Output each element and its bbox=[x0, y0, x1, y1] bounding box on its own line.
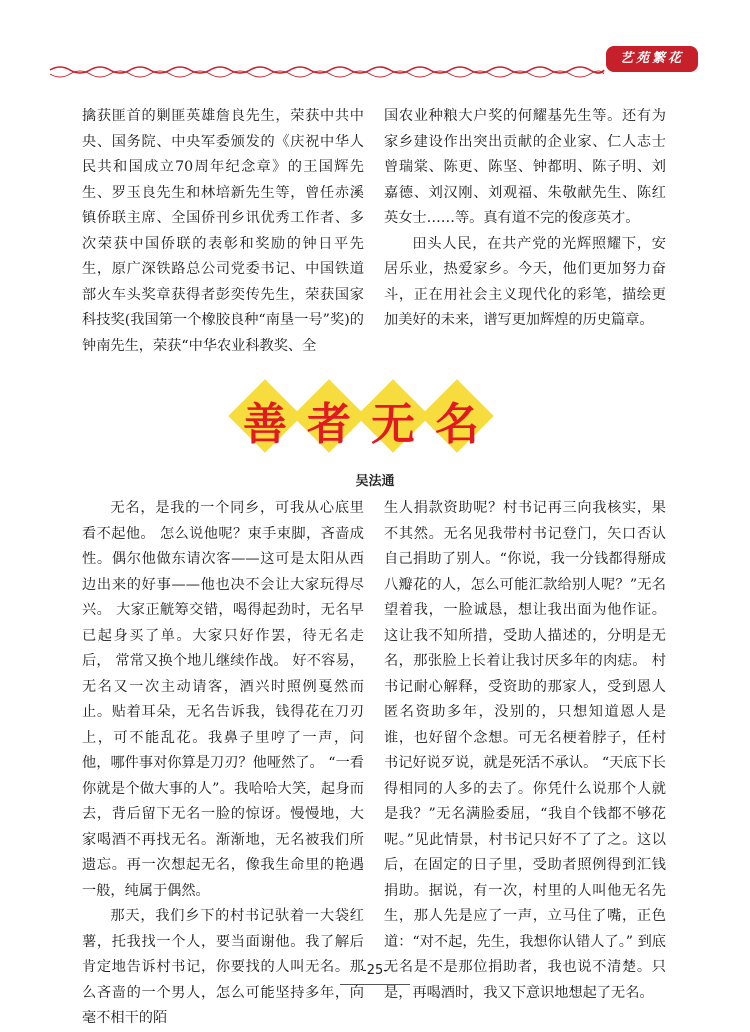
article-title bbox=[232, 376, 502, 460]
title-char-2: 者 bbox=[307, 399, 351, 450]
header-decoration bbox=[0, 0, 750, 90]
section-label-badge: 艺苑繁花 bbox=[606, 46, 698, 72]
title-char-4: 名 bbox=[435, 399, 479, 450]
top-left-column bbox=[82, 104, 364, 359]
page-header bbox=[0, 0, 750, 90]
title-char-1: 善 bbox=[243, 399, 287, 450]
article-paragraph-continued: 生人捐款资助呢？村书记再三向我核实，果不其然。无名见我带村书记登门，矢口否认自己捐助了别人。“你说，我一分钱都得掰成八瓣花的人，怎么可能汇款给别人呢？”无名望着我，一脸诚恳，想让我出面为他作证。这让我不知所措，受助人描述的，分明是无名，那张脸上长着让我讨厌多年的肉痣。 村书记耐心解释，受资助的那家人，受到恩人匿名资助多年，没别的，只想知道恩人是谁，也好留个念想。可无名梗着脖子，任村书记好说歹说，就是死活不承认。 “天底下长得相同的人多的去了。你凭什么说那个人就是我？”无名满脸委屈，“我自个钱都不够花呢。”见此情景，村书记只好不了了之。这以后，在固定的日子里，受助者照例得到汇钱捐助。据说，有一次，村里的人叫他无名先生，那人先是应了一声，立马住了嘴，正色道：“对不起，先生，我想你认错人了。” 到底无名是不是那位捐助者，我也说不清楚。只是，再喝酒时，我又下意识地想起了无名。 bbox=[384, 500, 666, 1001]
top-right-paragraph-1: 国农业种粮大户奖的何耀基先生等。还有为家乡建设作出突出贡献的企业家、仁人志士曾瑞棠、陈更、陈坚、钟都明、陈子明、刘嘉德、刘汉刚、刘观福、朱敬献先生、陈红英女士……等。真有道不完的俊彦英才。 bbox=[384, 108, 666, 226]
article-paragraph-2: 那天，我们乡下的村书记驮着一大袋红薯，托我找一个人，要当面谢他。我了解后肯定地告诉村书记，你要找的人叫无名。那么吝啬的一个男人，怎么可能坚持多年，向毫不相干的陌 bbox=[82, 908, 364, 1026]
title-char-3: 无 bbox=[371, 399, 415, 450]
top-right-column bbox=[384, 104, 666, 334]
article-paragraph-1: 无名，是我的一个同乡，可我从心底里看不起他。 怎么说他呢？束手束脚，吝啬成性。偶尔他做东请次客——这可是太阳从西边出来的好事——他也决不会让大家玩得尽兴。 大家正觥筹交错，喝得起劲时，无名早已起身买了单。大家只好作罢，待无名走后， 常常又换个地儿继续作战。 好不容易，无名又一次主动请客，酒兴时照例戛然而止。贴着耳朵，无名告诉我，钱得花在刀刃上，可不能乱花。我鼻子里哼了一声，问他，哪件事对你算是刀刃？他哑然了。 “一看你就是个做大事的人”。我哈哈大笑，起身而去，背后留下无名一脸的惊讶。慢慢地，大家喝酒不再找无名。渐渐地，无名被我们所遗忘。再一次想起无名，像我生命里的艳遇一般，纯属于偶然。 bbox=[82, 500, 364, 899]
article-right-column bbox=[384, 496, 666, 1006]
article-author: 吴法通 bbox=[355, 474, 395, 489]
page-number: -25- bbox=[362, 963, 388, 978]
top-right-paragraph-2: 田头人民，在共产党的光辉照耀下，安居乐业，热爱家乡。今天，他们更加努力奋斗，正在用社会主义现代化的彩笔，描绘更加美好的未来，谱写更加辉煌的历史篇章。 bbox=[384, 235, 666, 328]
article-left-column bbox=[82, 496, 364, 1032]
page-number-underline bbox=[340, 984, 410, 985]
top-left-paragraph: 擒获匪首的剿匪英雄詹良先生，荣获中共中央、国务院、中央军委颁发的《庆祝中华人民共和国成立70周年纪念章》的王国辉先生、罗玉良先生和林培新先生等，曾任赤溪镇侨联主席、全国侨刊乡讯优秀工作者、多次荣获中国侨联的表彰和奖励的钟日平先生，原广深铁路总公司党委书记、中国铁道部火车头奖章获得者彭奕传先生，荣获国家科技奖(我国第一个橡胶良种“南垦一号”奖)的钟南先生，荣获“中华农业科教奖、全 bbox=[82, 108, 364, 354]
